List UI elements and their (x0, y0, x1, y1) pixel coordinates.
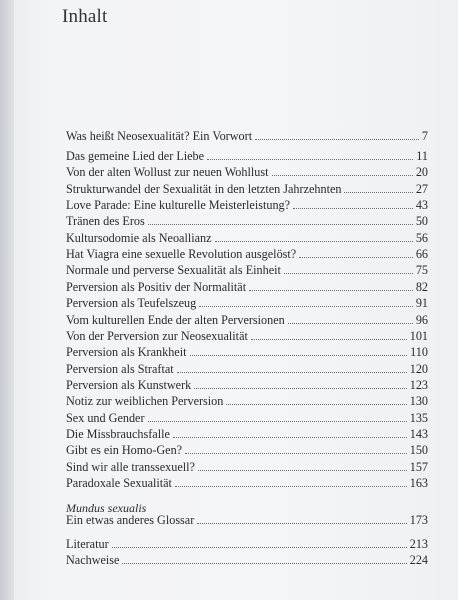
toc-entry-title: Perversion als Krankheit (66, 345, 187, 360)
toc-entry-page: 150 (409, 443, 428, 458)
toc-entry-title: Kultursodomie als Neoallianz (66, 230, 212, 245)
toc-entry (66, 147, 428, 163)
toc-entry-title: Von der Perversion zur Neosexualität (66, 328, 248, 343)
dot-leader (122, 562, 406, 564)
toc-entry-title: Strukturwandel der Sexualität in den letzten Jahrzehnten (66, 181, 342, 196)
toc-entry (66, 474, 428, 490)
toc-entry-page: 213 (409, 537, 428, 551)
toc-entry-title: Normale und perverse Sexualität als Einheit (66, 263, 281, 278)
toc-entry (66, 245, 428, 261)
toc-entry (66, 229, 428, 245)
toc-entry-page: 20 (415, 165, 428, 180)
toc-entry-title: Literatur (66, 537, 109, 551)
toc-entry-page: 173 (409, 513, 428, 527)
toc-entry (66, 511, 428, 527)
dot-leader (175, 485, 407, 487)
toc-entry (66, 535, 428, 551)
toc-entry-title: Ein etwas anderes Glossar (66, 513, 195, 527)
dot-leader (148, 223, 413, 225)
toc-entry-title: Gibt es ein Homo-Gen? (66, 443, 183, 458)
toc-entry-title: Von der alten Wollust zur neuen Wohllust (66, 165, 269, 180)
dot-leader (249, 289, 413, 291)
toc-entry-page: 66 (415, 247, 428, 262)
toc-entry-page: 110 (410, 345, 428, 360)
toc-entry (66, 343, 428, 359)
toc-entry (66, 311, 428, 327)
toc-entry-title: Perversion als Straftat (66, 361, 174, 376)
toc-entry-title: Vom kulturellen Ende der alten Perversionen (66, 312, 285, 327)
toc-entry-page: 123 (409, 377, 428, 392)
toc-entry (66, 261, 428, 277)
toc-entry-page: 27 (415, 181, 428, 196)
dot-leader (255, 138, 419, 140)
book-gutter (0, 0, 14, 600)
dot-leader (197, 522, 406, 524)
dot-leader (112, 546, 407, 548)
toc-entry (66, 392, 428, 408)
dot-leader (299, 256, 413, 258)
toc-entry (66, 376, 428, 392)
dot-leader (284, 272, 413, 274)
toc-entry-title: Das gemeine Lied der Liebe (66, 149, 205, 163)
toc-entry-title: Nachweise (66, 553, 120, 567)
toc-entry-page: 75 (415, 263, 428, 278)
book-page (14, 0, 458, 600)
toc-entry (66, 163, 428, 179)
toc-entry (66, 360, 428, 376)
toc-entry-title: Notiz zur weiblichen Perversion (66, 394, 224, 409)
toc-entry-page: 96 (415, 312, 428, 327)
page-title: Inhalt (62, 6, 108, 27)
toc-entry (66, 458, 428, 474)
toc-entry (66, 425, 428, 441)
toc-entry-page: 56 (415, 230, 428, 245)
toc-entry (66, 441, 428, 457)
dot-leader (272, 174, 413, 176)
toc-entry-page: 50 (415, 214, 428, 229)
dot-leader (190, 354, 408, 356)
dot-leader (173, 436, 407, 438)
toc-entry (66, 409, 428, 425)
dot-leader (288, 322, 413, 324)
toc-entry (66, 196, 428, 212)
toc-entry (66, 327, 428, 343)
dot-leader (148, 420, 407, 422)
toc-entry-title: Perversion als Kunstwerk (66, 377, 192, 392)
dot-leader (207, 158, 413, 160)
dot-leader (251, 338, 407, 340)
toc-entry-page: 135 (409, 410, 428, 425)
dot-leader (293, 207, 413, 209)
toc-entry-title: Perversion als Positiv der Normalität (66, 279, 247, 294)
toc-entry-page: 7 (421, 129, 428, 143)
toc-entry-title: Hat Viagra eine sexuelle Revolution ausgelöst? (66, 247, 297, 262)
toc-entry-page: 130 (409, 394, 428, 409)
toc-entry-page: 163 (409, 476, 428, 490)
toc-entry-title: Tränen des Eros (66, 214, 145, 229)
dot-leader (177, 371, 407, 373)
toc-entry-title: Love Parade: Eine kulturelle Meisterleistung? (66, 198, 291, 213)
toc-entry (66, 294, 428, 310)
toc-entry-page: 224 (409, 553, 428, 567)
dot-leader (226, 403, 406, 405)
toc-entry-page: 82 (415, 279, 428, 294)
toc-entry-title: Sind wir alle transsexuell? (66, 459, 195, 474)
toc-entry-page: 91 (415, 296, 428, 311)
toc-entry-title: Was heißt Neosexualität? Ein Vorwort (66, 129, 253, 143)
toc-entry-title: Sex und Gender (66, 410, 145, 425)
dot-leader (344, 191, 412, 193)
toc-entry-title: Die Missbrauchsfalle (66, 426, 170, 441)
toc-entry-page: 101 (409, 328, 428, 343)
dot-leader (215, 240, 413, 242)
toc-entry-page: 143 (409, 426, 428, 441)
toc-entry (66, 212, 428, 228)
toc-entry (66, 127, 428, 143)
toc-entry (66, 180, 428, 196)
dot-leader (198, 469, 407, 471)
toc-entry (66, 278, 428, 294)
toc-entry-page: 120 (409, 361, 428, 376)
dot-leader (194, 387, 406, 389)
appendix-heading: Mundus sexualis (66, 501, 147, 515)
toc-entry (66, 551, 428, 567)
toc-entry-page: 11 (416, 149, 428, 163)
toc-entry-title: Perversion als Teufelszeug (66, 296, 197, 311)
dot-leader (185, 452, 407, 454)
toc-entry-title: Paradoxale Sexualität (66, 476, 172, 490)
toc-entry-page: 43 (415, 198, 428, 213)
dot-leader (199, 305, 413, 307)
toc-entry-page: 157 (409, 459, 428, 474)
